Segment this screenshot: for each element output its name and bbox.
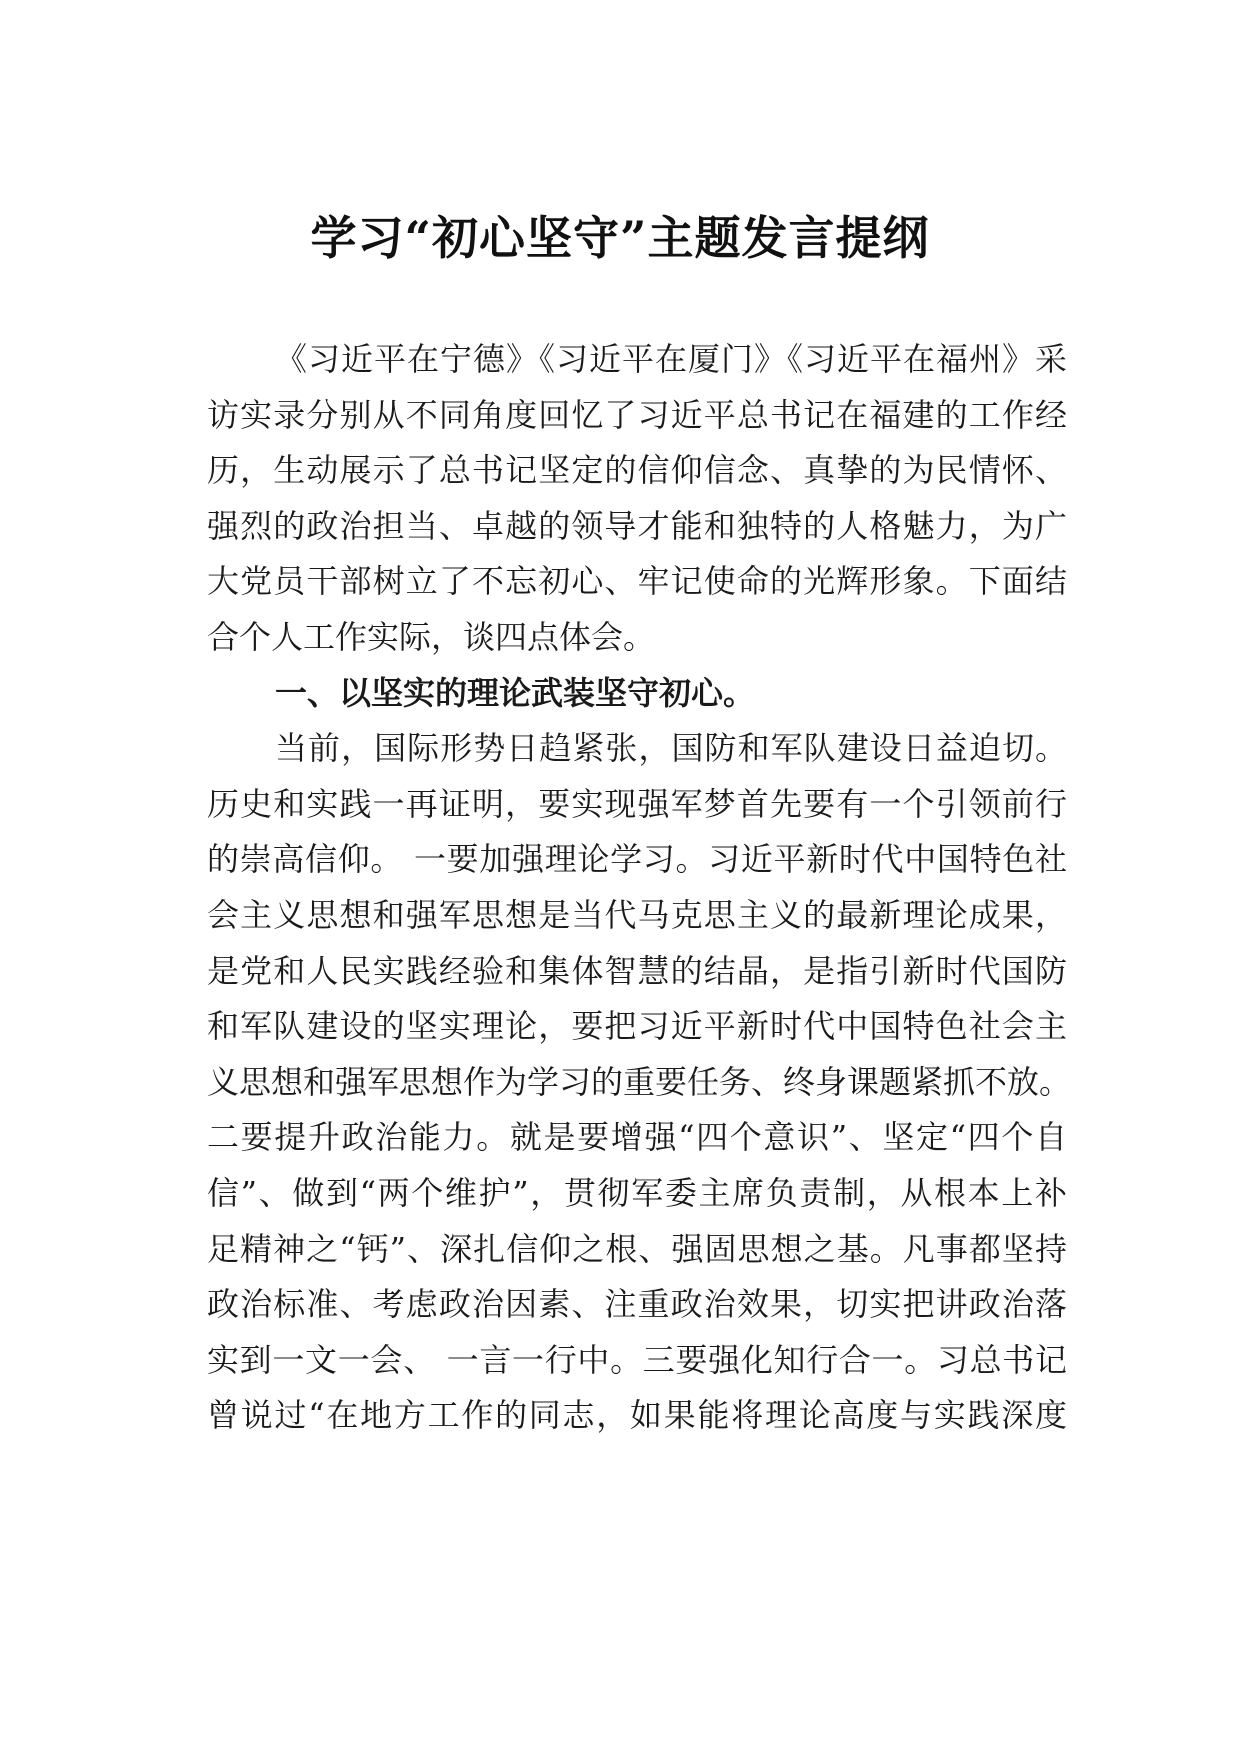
paragraph-line: 曾说过“在地方工作的同志，如果能将理论高度与实践深度 [207,1396,1067,1435]
paragraph-line: 的崇高信仰。 一要加强理论学习。习近平新时代中国特色社 [207,840,1067,879]
paragraph-line: 历史和实践一再证明，要实现强军梦首先要有一个引领前行 [207,784,1067,823]
paragraph-line: 足精神之“钙”、深扎信仰之根、强固思想之基。凡事都坚持 [207,1229,1067,1268]
paragraph-line: 历，生动展示了总书记坚定的信仰信念、真挚的为民情怀、 [207,451,1067,490]
paragraph-line: 义思想和强军思想作为学习的重要任务、终身课题紧抓不放。 [207,1062,1072,1101]
paragraph-line: 实到一文一会、 一言一行中。三要强化知行合一。习总书记 [207,1340,1067,1379]
paragraph-line: 《习近平在宁德》《习近平在厦门》《习近平在福州》采 [275,340,1067,378]
paragraph-line: 当前，国际形势日趋紧张，国防和军队建设日益迫切。 [275,729,1067,768]
paragraph-line: 二要提升政治能力。就是要增强“四个意识”、坚定“四个自 [207,1118,1067,1157]
paragraph-line: 强烈的政治担当、卓越的领导才能和独特的人格魅力，为广 [207,506,1067,545]
paragraph-line: 和军队建设的坚实理论，要把习近平新时代中国特色社会主 [207,1007,1067,1046]
paragraph-line: 大党员干部树立了不忘初心、牢记使命的光辉形象。下面结 [207,562,1067,601]
paragraph-line: 访实录分别从不同角度回忆了习近平总书记在福建的工作经 [207,395,1067,434]
paragraph-line: 是党和人民实践经验和集体智慧的结晶，是指引新时代国防 [207,951,1067,990]
paragraph-line: 合个人工作实际，谈四点体会。 [207,617,656,656]
document-title: 学习“初心坚守”主题发言提纲 [310,211,930,265]
paragraph-line: 会主义思想和强军思想是当代马克思主义的最新理论成果， [207,895,1067,934]
section-heading: 一、以坚实的理论武装坚守初心。 [275,673,756,712]
paragraph-line: 信”、做到“两个维护”，贯彻军委主席负责制，从根本上补 [207,1173,1067,1212]
paragraph-line: 政治标准、考虑政治因素、注重政治效果，切实把讲政治落 [207,1285,1067,1324]
document-body [207,332,1072,1444]
